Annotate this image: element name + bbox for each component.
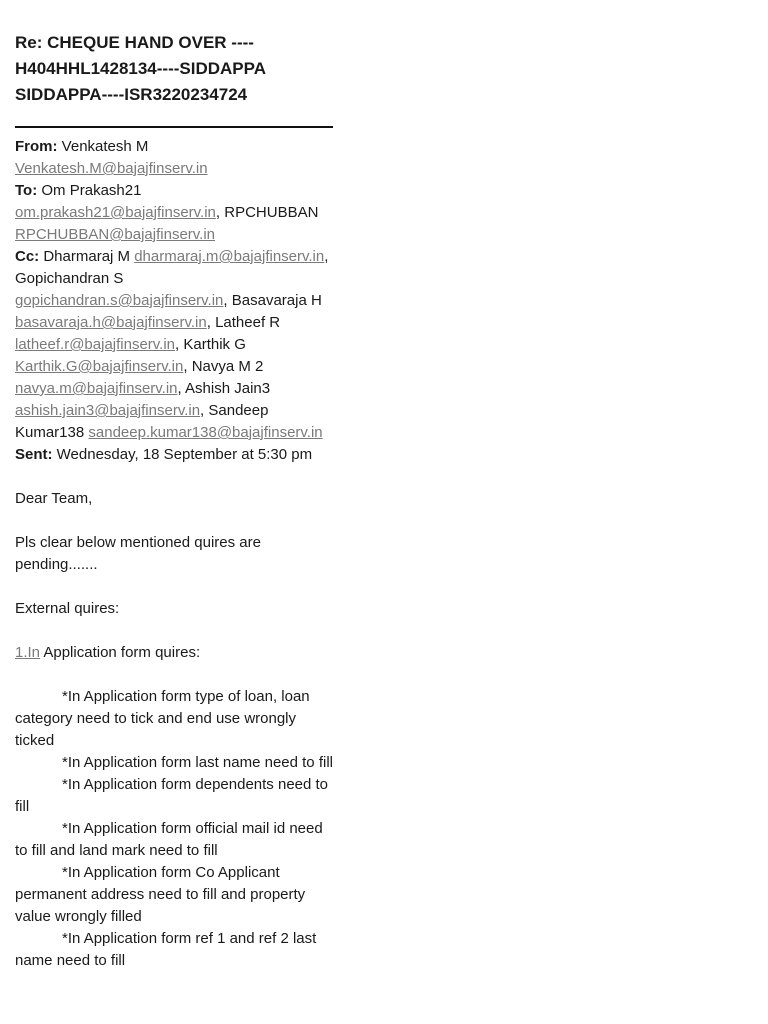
from-email-link[interactable]: Venkatesh.M@bajajfinserv.in [15,160,208,177]
cc-name: Latheef R [215,314,281,331]
cc-email-link[interactable]: sandeep.kumar138@bajajfinserv.in [88,424,323,441]
cc-name: Ashish Jain3 [185,380,271,397]
external-heading: External quires: [15,600,120,617]
cc-line: Cc: Dharmaraj M dharmaraj.m@bajajfinserv.in, Gopichandran S gopichandran.s@bajajfinserv.in, Basavaraja H basavaraja.h@bajajfinserv.in, Latheef R latheef.r@bajajfinserv.in, Karthik G Karthik.G@bajajfinserv.in, Navya M 2 navya.m@bajajfinserv.in, Ashish Jain3 ashish.jain3@bajajfinserv.in, Sandeep Kumar138 sandeep.kumar138@bajajfinserv.in [15,248,329,441]
to-email-link[interactable]: RPCHUBBAN@bajajfinserv.in [15,226,216,243]
to-line: To: Om Prakash21 om.prakash21@bajajfinserv.in, RPCHUBBAN RPCHUBBAN@bajajfinserv.in [15,182,319,243]
list-item [15,752,335,774]
cc-email-link[interactable]: gopichandran.s@bajajfinserv.in [15,292,224,309]
cc-email-link[interactable]: dharmaraj.m@bajajfinserv.in [134,248,325,265]
query-list [15,686,335,972]
from-name: Venkatesh M [61,138,149,155]
from-label: From: [15,138,58,155]
cc-name: Basavaraja H [231,292,322,309]
header-divider [15,126,333,128]
query-text: *In Application form ref 1 and ref 2 last name need to fill [15,930,317,969]
to-name: Om Prakash21 [41,182,142,199]
cc-name: Dharmaraj M [43,248,131,265]
from-line [15,136,335,180]
query-text: *In Application form official mail id need to fill and land mark need to fill [15,820,323,859]
cc-email-link[interactable]: navya.m@bajajfinserv.in [15,380,178,397]
query-text: *In Application form last name need to fill [62,754,333,771]
section-title: Application form quires: [40,644,201,661]
email-header [15,136,335,466]
section-heading [15,642,335,664]
list-item [15,862,335,928]
cc-name: Sandeep Kumar138 [15,402,269,441]
list-item [15,818,335,862]
cc-name: Karthik G [183,336,246,353]
sent-label: Sent: [15,446,53,463]
cc-name: Navya M 2 [191,358,264,375]
cc-name: Gopichandran S [15,270,124,287]
to-label: To: [15,182,38,199]
intro-text: Pls clear below mentioned quires are pending....... [15,534,261,573]
list-item [15,774,335,818]
list-item [15,686,335,752]
query-text: *In Application form Co Applicant permanent address need to fill and property value wrongly filled [15,864,306,925]
email-subject: Re: CHEQUE HAND OVER ----H404HHL1428134----SIDDAPPA SIDDAPPA----ISR3220234724 [15,33,266,104]
sent-line [15,444,335,466]
query-text: *In Application form dependents need to fill [15,776,329,815]
sent-datetime: Wednesday, 18 September at 5:30 pm [56,446,313,463]
cc-email-link[interactable]: Karthik.G@bajajfinserv.in [15,358,184,375]
cc-email-link[interactable]: ashish.jain3@bajajfinserv.in [15,402,201,419]
query-text: *In Application form type of loan, loan category need to tick and end use wrongly ticked [15,688,310,749]
to-email-link[interactable]: om.prakash21@bajajfinserv.in [15,204,216,221]
email-view [15,30,335,972]
cc-label: Cc: [15,248,40,265]
to-name: RPCHUBBAN [224,204,319,221]
list-item [15,928,335,972]
cc-email-link[interactable]: latheef.r@bajajfinserv.in [15,336,176,353]
section-number-link[interactable]: 1.In [15,644,41,661]
cc-email-link[interactable]: basavaraja.h@bajajfinserv.in [15,314,207,331]
greeting: Dear Team, [15,490,93,507]
